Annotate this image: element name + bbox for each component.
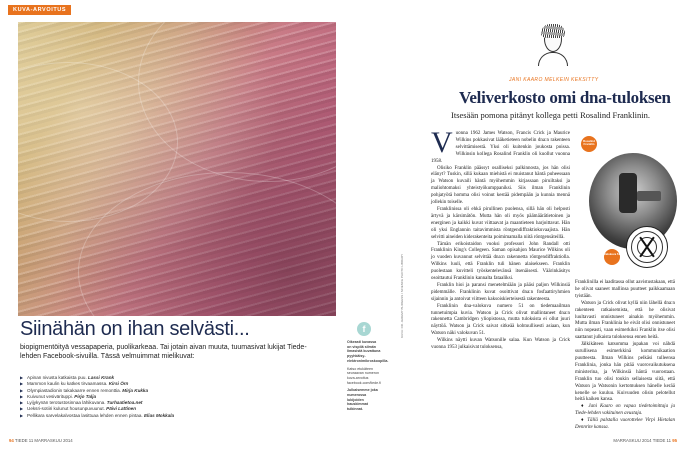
portrait-shoulders xyxy=(538,52,568,66)
article-column-2 xyxy=(575,280,675,432)
paragraph: Franklinilla ei laaditassa ollut aavistustakaan, että he olivat saaneet mallinsa puutteet paikkaamaan tyistään. xyxy=(575,280,675,299)
article-column-1 xyxy=(431,126,570,352)
list-item: ▶ Lyijykynän terotustosinnaa lähikuvana. Turhaatietoa.net xyxy=(20,400,340,406)
next-puzzle-text: Katso etukäteen seuraavan numeron kuva-arvoitus facebook.com/tiede.fi xyxy=(347,366,381,385)
microscope-arm xyxy=(637,191,661,201)
list-item: ▶ Mammon kaulin ku katkes tirvaamassa. Kirsi Örn xyxy=(20,381,340,387)
paragraph: Franklin hioi ja paransi menetelmiään ja pääsi paljon Wilkinsiä pidemmälle. Franklinin kuvat osoittivat dna:n fosfaattiryhmien sijainnin ja antoivat viitteen kaksoiskierteisestä rakenteesta. xyxy=(431,282,570,302)
list-item: ▶ Apinan nivusta katkaista puu. Lassi Krank xyxy=(20,375,340,381)
author-note: ♦ Jani Kaaro on vapaa tiedetoimittaja ja Tiede-lehden vakituinen avustaja. xyxy=(575,404,675,417)
section-tag: KUVA-ARVOITUS xyxy=(8,5,71,15)
photo-51-diffraction xyxy=(626,226,668,268)
caption-badge-photo51: Valokuva 51 xyxy=(604,249,620,265)
caption-badge-franklin: Rosalind Franklin xyxy=(581,136,597,152)
folio-left: 94 TIEDE 11 MARRASKUU 2014 xyxy=(9,438,73,443)
mystery-photo xyxy=(18,22,336,316)
list-item: ▶ Olympiastadionin takakaarre ennen remonttia. Mirja Kukka xyxy=(20,388,340,394)
author-portrait xyxy=(536,24,570,66)
page-headline: Siinähän on ihan selvästi... xyxy=(20,318,250,340)
answer-text: Oikeasti kuvassa on vispilä silmän limasistä kuvattuna pyyhkäisy-elektronimikroskoopilla. xyxy=(347,340,389,363)
paragraph: Wilkins näytti kuvan Watsonille salaa. Kun Watson ja Crick vuonna 1953 julkaisivat tuloksensa, xyxy=(431,338,570,351)
column-note: ♦ Tällä palstalla vuorottelee Virpi Hietalan Dennrite kanssa. xyxy=(575,418,675,431)
left-page xyxy=(0,0,342,449)
franklin-figure xyxy=(581,133,678,273)
microscope-shape xyxy=(619,173,637,213)
list-item: ▶ Pellikara sarvelakalvostaa lasittuaa lehden ennen pintaa. Elias Mokkala xyxy=(20,413,340,419)
paragraph: Franklinin dna-valokuva numero 51 on tiedemaailman tunnetuimpia kuvia. Watson ja Crick olivat mallintaneet dna:n rakennetta Cambridgen yliopistossa, mutta tuloksista ei ollut juuri näyttöä. Watson ja Crick saivat sitkeää kohtuullisesti asiaan, kun Watson näki valokuvan 51. xyxy=(431,303,570,337)
paragraph: uonna 1962 James Watson, Francis Crick ja Maurice Wilkins pokkasivat lääketieteen nobelin dna:n rakenteen selvittämisestä. Yksi oli kuitenkin joukosta poissa. Wilkinsin kollega Rosalind Franklin oli kuollut vuonna 1958. xyxy=(431,131,570,164)
paragraph: Franklinissa oli ehkä pirullinen puolensa, sillä hän oli helposti ärtyvä ja kärsimätön. Mutta hän oli myös päämäärätietoinen ja energinen ja kaikki kuvat viittaavat ja maantieteen harjoittavat. Hän oli yksi Englannin taitavimmista röntgendiffraktiokuvaajista. Hän selvitti aineiden kiderakenteita poimimamalla niitä röntgensäteillä. xyxy=(431,206,570,240)
article-headline: Veliverkosto omi dna-tuloksen xyxy=(459,88,671,107)
paragraph: Jälkikäteen katsomma jupakan voi nähdä surullisena esimerkkinä kommunikaation puutteesta. Ilman Wilkins pelkäsi tulleensa Franklinia, jonka hän pitää vuorovaikutuksena ministerina, ja Wilkinsiä häntä vuorostaan. Franklin tuo olisi toukin sellaisesta siitä, että Watson ja Watsonin kertomuksen hänelle kerää kenelle se kuuluu. Kuivuuden olisin pelotellut heitä kaiken kansa. xyxy=(575,342,675,403)
paragraph: Olisiko Franklin päässyt osalliseksi palkinnosta, jos hän olisi elänyt? Tuskin, sillä kukaan miehistä ei muistanut häntä puheessaan ja Watson kuvaili häntä myöhemmin kirjassaan piruiltaksi ja maliohtomaksi yhteistyökumppaniksi. Siis ilman Franklinin pohjatyötä homma olisi voinut kestää pidempään ja kunnia mennä jollekin toiselle. xyxy=(431,165,570,206)
list-item: ▶ Kuivunut vesivärituppi. Pirjo Talja xyxy=(20,394,340,400)
paragraph: Tämän erikoistaidon vuoksi professori John Randall otti Franklinin King's Collegeen. Saman opisahjon Maurice Wilkins oli jo vuoden kuvannut selvittää dna:n rakennetta röntgendiffraktiolla. Wilkins luuli, että Franklin tuli hänen alaisekseen. Franklin puolestaan kuvitteli työskentelevänsä itsenäisesti. Väärinkäsitys osoittautui Franklinin kannalta fataaliksi. xyxy=(431,241,570,282)
facebook-box xyxy=(347,322,389,415)
folio-right: MARRASKUU 2014 TIEDE 11 95 xyxy=(613,438,677,443)
byline: JANI KAARO MELKEIN KEKSITTY xyxy=(509,77,599,83)
portrait-hair xyxy=(541,24,565,38)
publish-note: Julkaisemme joka numerossa lukijoiden hauskimmat tulkinnat. xyxy=(347,388,378,412)
lede: biopigmentöityä vessapaperia, puolikarkeaa. Tai jotain aivan muuta, tuumasivat lukijat Tiede-lehden Facebook-sivuilla. Tässä velmuimmat mielikuvat: xyxy=(20,344,307,360)
facebook-icon[interactable]: f xyxy=(357,322,371,336)
guess-list xyxy=(20,375,340,419)
paragraph: Watson ja Crick olivat kyllä niin lähellä dna:n rakenteen ratkaisemista, että he olisivat luultavasti onnistuneet ainakin myöhemmin. Mutta ilman Franklinia he eivät olisi onnistuneet niin nopeasti, vaan esimerkiksi Franklin itse olisi saattanut julkaista tuloksensa ennen heitä. xyxy=(575,300,675,341)
photo-credit: KUVA: DR. JEREMY BURGESS / SCIENCE PHOTO LIBRARY xyxy=(400,253,404,338)
list-item: ▶ Ueksri-sotiiri kulunut housunpuvuunut. Päivi Lattinen xyxy=(20,406,340,412)
dropcap: V xyxy=(431,126,453,159)
article-dek: Itsesään pomona pitänyt kollega petti Rosalind Franklinin. xyxy=(451,110,651,120)
